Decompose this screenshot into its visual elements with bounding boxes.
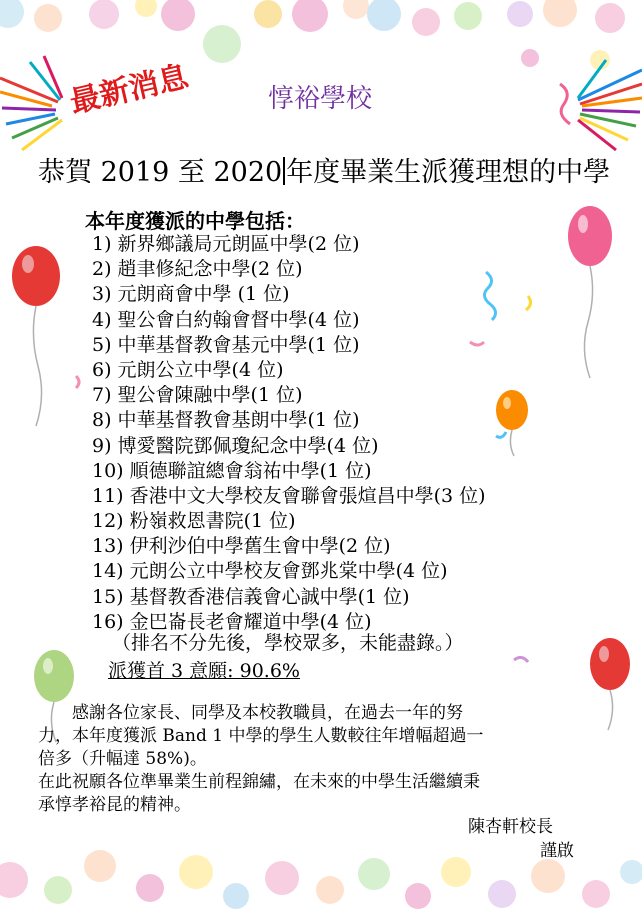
list-item: 11) 香港中文大學校友會聯會張煊昌中學(3 位) [92,484,486,507]
intro-heading: 本年度獲派的中學包括： [85,209,305,233]
first-three-choices-rate: 派獲首 3 意願: 90.6% [108,660,300,682]
headline-part1: 恭賀 2019 至 2020 [38,157,283,188]
headline [38,150,610,189]
list-item: 5) 中華基督教會基元中學(1 位) [92,333,360,356]
list-item: 7) 聖公會陳融中學(1 位) [92,384,303,407]
paragraph-line: 力，本年度獲派 Band 1 中學的學生人數較往年增幅超過一 [38,726,484,746]
balloon-pink-right [568,206,612,378]
list-item: 6) 元朗公立中學(4 位) [92,358,284,381]
party-streamers-left [0,56,62,150]
balloon-red-left [12,246,60,426]
party-streamers-right [560,60,642,150]
headline-part2: 年度畢業生派獲理想的中學 [286,157,611,188]
list-item: 9) 博愛醫院鄧佩瓊紀念中學(4 位) [92,434,379,457]
signature-name: 陳杏軒校長 [468,817,553,837]
list-item: 8) 中華基督教會基朗中學(1 位) [92,409,360,432]
list-item: 4) 聖公會白約翰會督中學(4 位) [92,308,360,331]
list-item: 10) 順德聯誼總會翁祐中學(1 位) [92,459,372,482]
text-cursor [283,157,285,185]
list-item: 2) 趙聿修紀念中學(2 位) [92,258,303,281]
ranking-note: （排名不分先後，學校眾多，未能盡錄。） [112,632,464,654]
list-item: 14) 元朗公立中學校友會鄧兆棠中學(4 位) [92,560,448,583]
list-item: 1) 新界鄉議局元朗區中學(2 位) [92,233,360,255]
latest-news-badge: 最新消息 [66,59,192,121]
confetti-dots-top [0,0,625,70]
list-item: 15) 基督教香港信義會心誠中學(1 位) [92,585,410,608]
signature-closing: 謹啟 [540,841,574,861]
school-name: 惇裕學校 [268,84,373,114]
paragraph-line: 在此祝願各位準畢業生前程錦繡，在未來的中學生活繼續秉 [38,772,480,792]
list-item: 16) 金巴崙長老會耀道中學(4 位) [92,610,372,633]
thanks-paragraph [38,702,606,817]
list-item: 13) 伊利沙伯中學舊生會中學(2 位) [92,535,391,558]
list-item: 12) 粉嶺救恩書院(1 位) [92,510,296,533]
school-list [92,232,486,635]
paragraph-line: 感謝各位家長、同學及本校教職員，在過去一年的努 [38,703,463,723]
paragraph-line: 倍多（升幅達 58%)。 [38,749,207,769]
paragraph-line: 承惇孝裕昆的精神。 [38,795,191,815]
list-item: 3) 元朗商會中學 (1 位) [92,283,290,306]
balloon-orange-right [496,390,528,456]
